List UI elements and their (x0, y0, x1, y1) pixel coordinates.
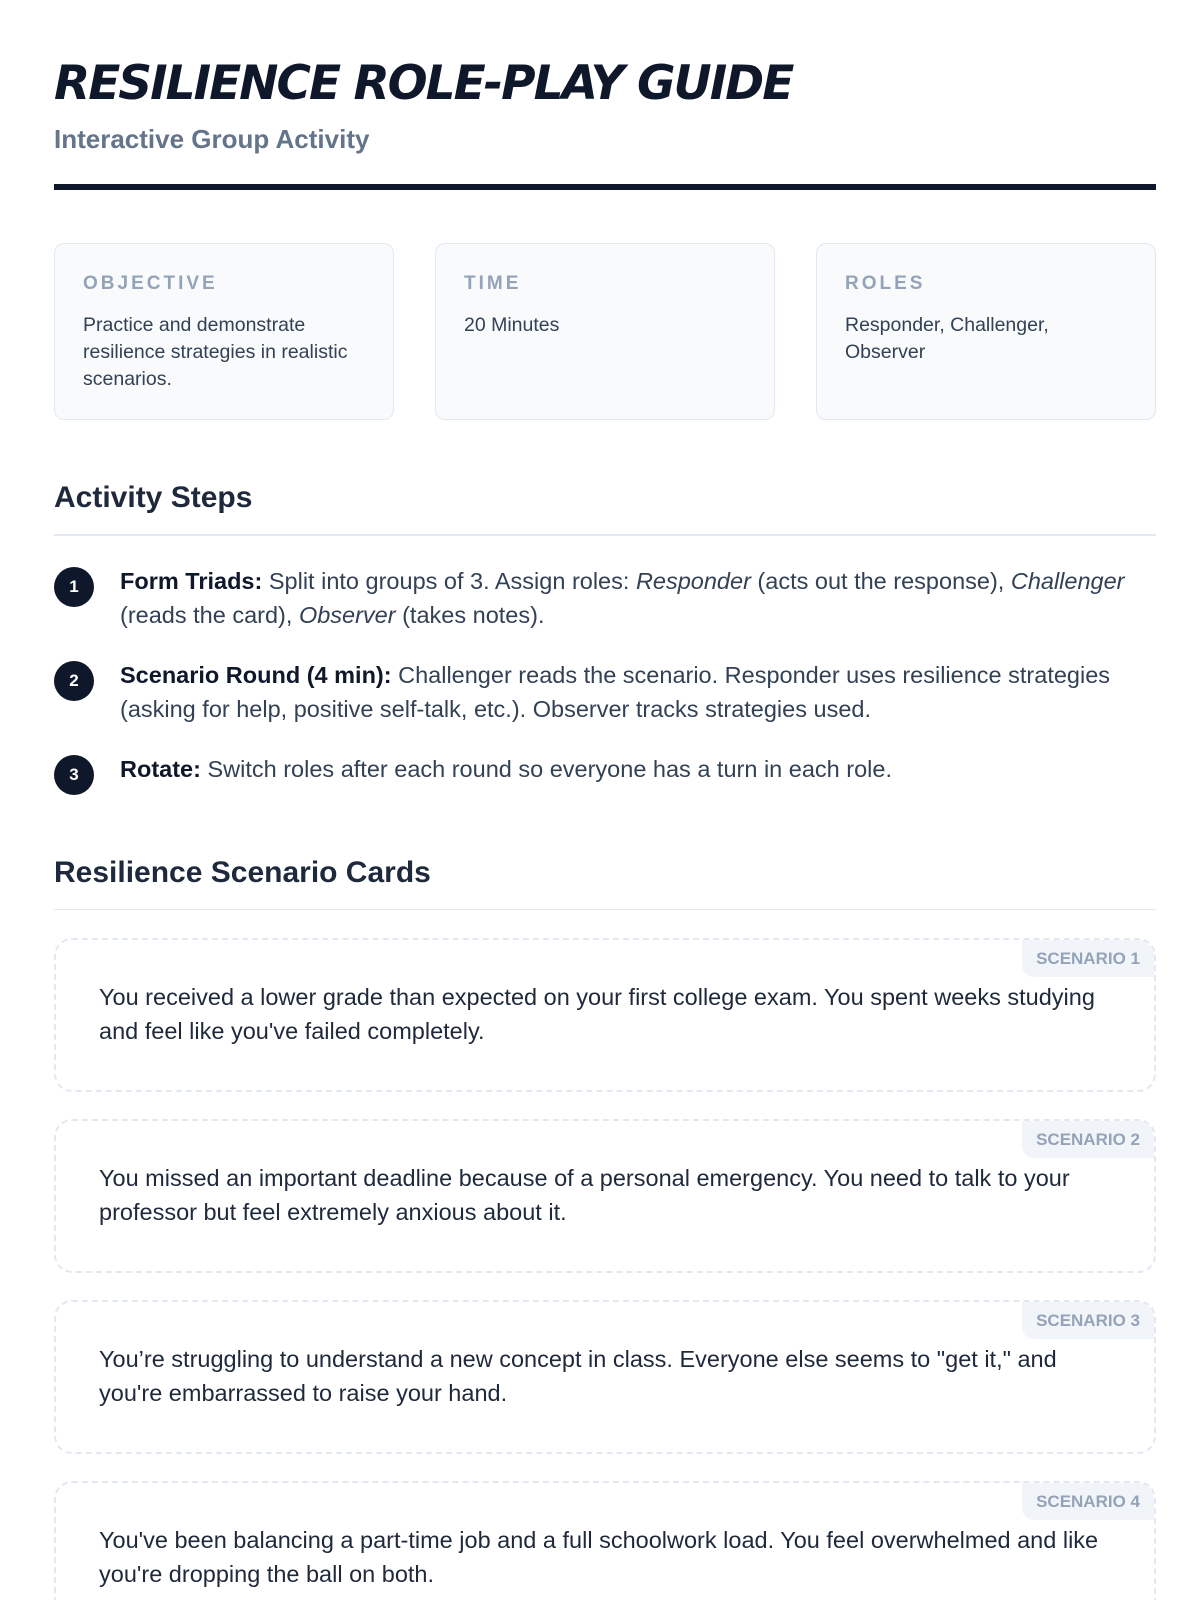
roles-card (816, 243, 1156, 420)
time-label: TIME (464, 273, 522, 294)
scenario-tag: SCENARIO 4 (1022, 1483, 1154, 1520)
roles-label: ROLES (845, 273, 926, 294)
step-body: Challenger reads the scenario. Responder uses resilience strategies (asking for help, positive self-talk, etc.). Observer tracks strategies used. (120, 661, 1111, 722)
activity-steps-heading: Activity Steps (54, 481, 253, 514)
objective-label: OBJECTIVE (83, 273, 218, 294)
scenario-cards-list (54, 938, 1156, 1600)
scenario-tag: SCENARIO 1 (1022, 940, 1154, 977)
step-item (54, 564, 1156, 632)
objective-card (54, 243, 394, 420)
scenario-card (54, 1481, 1156, 1600)
objective-text: Practice and demonstrate resilience strategies in realistic scenarios. (83, 314, 348, 390)
step-number-badge: 2 (54, 661, 94, 701)
title-divider (54, 184, 1156, 190)
scenario-text: You’re struggling to understand a new concept in class. Everyone else seems to "get it," and you're embarrassed to raise your hand. (99, 1346, 1057, 1406)
role-name: Observer (298, 601, 396, 628)
scenario-card (54, 1119, 1156, 1273)
scenario-text: You received a lower grade than expected on your first college exam. You spent weeks studying and feel like you've failed completely. (99, 984, 1095, 1044)
step-body: (takes notes). (395, 601, 545, 628)
scenario-text: You missed an important deadline because of a personal emergency. You need to talk to your professor but feel extremely anxious about it. (99, 1165, 1070, 1225)
info-cards (54, 243, 1156, 420)
step-title: Rotate: (120, 755, 201, 782)
step-body: Split into groups of 3. Assign roles: (262, 567, 636, 594)
scenario-card (54, 1300, 1156, 1454)
scenario-text: You've been balancing a part-time job and a full schoolwork load. You feel overwhelmed and like you're dropping the ball on both. (99, 1527, 1099, 1587)
step-body: (reads the card), (120, 601, 299, 628)
roles-text: Responder, Challenger, Observer (845, 314, 1049, 363)
step-number-badge: 3 (54, 755, 94, 795)
step-title: Scenario Round (4 min): (120, 661, 392, 688)
step-text (120, 658, 1156, 726)
step-text (120, 564, 1156, 632)
role-name: Responder (635, 567, 751, 594)
scenario-tag: SCENARIO 2 (1022, 1121, 1154, 1158)
step-item (54, 752, 1156, 795)
page-title: RESILIENCE ROLE-PLAY GUIDE (54, 56, 793, 111)
step-text (120, 752, 892, 786)
step-body: Switch roles after each round so everyone has a turn in each role. (200, 755, 892, 782)
scenario-card (54, 938, 1156, 1092)
step-number-badge: 1 (54, 567, 94, 607)
steps-list (54, 564, 1156, 795)
step-body: (acts out the response), (750, 567, 1011, 594)
scenario-cards-heading: Resilience Scenario Cards (54, 855, 431, 889)
time-text: 20 Minutes (464, 314, 560, 336)
step-title: Form Triads: (120, 567, 263, 594)
steps-divider (54, 534, 1156, 536)
role-name: Challenger (1010, 567, 1125, 594)
scenario-tag: SCENARIO 3 (1022, 1302, 1154, 1339)
time-card (435, 243, 775, 420)
step-item (54, 658, 1156, 726)
cards-divider (54, 909, 1156, 911)
page-subtitle: Interactive Group Activity (54, 124, 370, 154)
